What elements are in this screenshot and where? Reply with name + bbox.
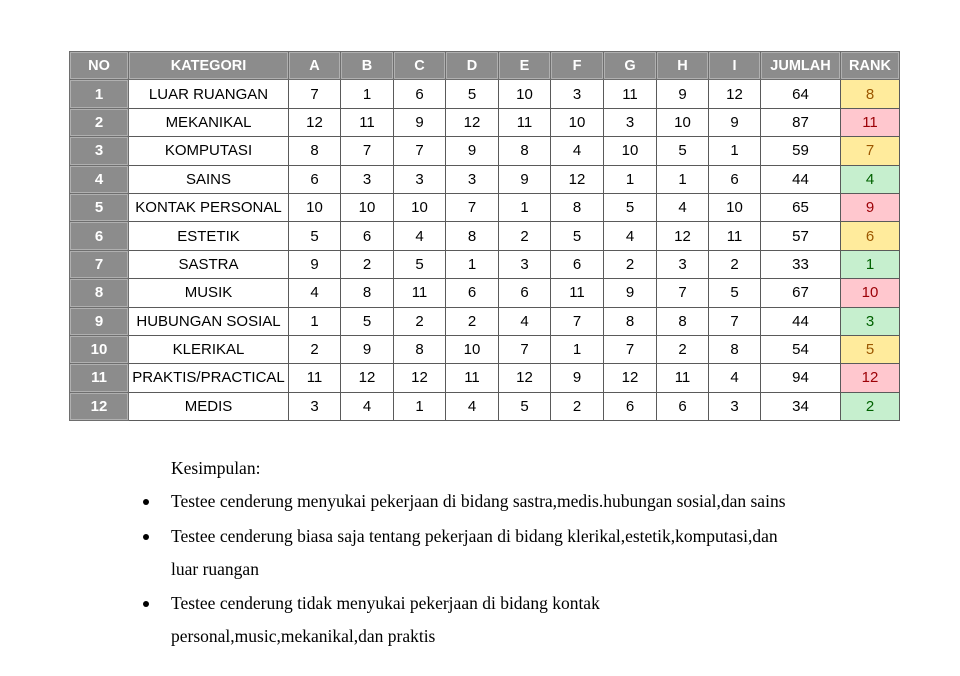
score-cell-c: 6 [394, 80, 446, 108]
score-cell-i: 2 [709, 250, 761, 278]
total-cell: 33 [761, 250, 841, 278]
score-cell-b: 6 [341, 222, 394, 250]
score-cell-e: 3 [499, 250, 551, 278]
score-cell-a: 1 [289, 307, 341, 335]
table-row [70, 108, 900, 136]
total-cell: 64 [761, 80, 841, 108]
score-cell-d: 2 [446, 307, 499, 335]
score-cell-e: 7 [499, 335, 551, 363]
category-cell: HUBUNGAN SOSIAL [129, 307, 289, 335]
table-row [70, 137, 900, 165]
table-row [70, 392, 900, 420]
score-cell-d: 8 [446, 222, 499, 250]
row-number: 6 [70, 222, 129, 250]
table-row [70, 279, 900, 307]
col-header-no: NO [70, 52, 129, 80]
rank-cell: 11 [841, 108, 900, 136]
table-row [70, 165, 900, 193]
score-cell-a: 8 [289, 137, 341, 165]
col-header-a: A [289, 52, 341, 80]
score-cell-g: 9 [604, 279, 657, 307]
col-header-h: H [657, 52, 709, 80]
score-cell-d: 12 [446, 108, 499, 136]
col-header-jumlah: JUMLAH [761, 52, 841, 80]
col-header-kategori: KATEGORI [129, 52, 289, 80]
score-cell-f: 2 [551, 392, 604, 420]
col-header-c: C [394, 52, 446, 80]
score-cell-f: 11 [551, 279, 604, 307]
score-cell-h: 7 [657, 279, 709, 307]
conclusion-bullet-1-line-1: Testee cenderung menyukai pekerjaan di bidang sastra,medis.hubungan sosial,dan sains [171, 491, 786, 511]
col-header-e: E [499, 52, 551, 80]
score-cell-a: 2 [289, 335, 341, 363]
row-number: 10 [70, 335, 129, 363]
score-cell-b: 10 [341, 193, 394, 221]
score-cell-g: 6 [604, 392, 657, 420]
score-cell-i: 10 [709, 193, 761, 221]
score-cell-g: 10 [604, 137, 657, 165]
category-cell: MEKANIKAL [129, 108, 289, 136]
row-number: 5 [70, 193, 129, 221]
score-cell-i: 8 [709, 335, 761, 363]
table-row [70, 364, 900, 392]
score-cell-f: 9 [551, 364, 604, 392]
score-cell-a: 9 [289, 250, 341, 278]
score-cell-e: 8 [499, 137, 551, 165]
row-number: 9 [70, 307, 129, 335]
category-cell: KOMPUTASI [129, 137, 289, 165]
score-cell-f: 8 [551, 193, 604, 221]
score-cell-h: 12 [657, 222, 709, 250]
conclusion-bullet-3-line-2: personal,music,mekanikal,dan praktis [171, 626, 436, 646]
bullet-icon [143, 601, 149, 607]
score-cell-f: 7 [551, 307, 604, 335]
score-cell-d: 9 [446, 137, 499, 165]
score-cell-e: 5 [499, 392, 551, 420]
total-cell: 34 [761, 392, 841, 420]
col-header-d: D [446, 52, 499, 80]
score-cell-e: 11 [499, 108, 551, 136]
total-cell: 87 [761, 108, 841, 136]
score-cell-d: 6 [446, 279, 499, 307]
score-cell-a: 7 [289, 80, 341, 108]
score-cell-g: 8 [604, 307, 657, 335]
score-cell-e: 2 [499, 222, 551, 250]
rank-cell: 8 [841, 80, 900, 108]
conclusion-bullet-3-line-1: Testee cenderung tidak menyukai pekerjaan di bidang kontak [171, 593, 600, 613]
total-cell: 94 [761, 364, 841, 392]
table-row [70, 307, 900, 335]
table-row [70, 250, 900, 278]
score-cell-c: 7 [394, 137, 446, 165]
rank-cell: 9 [841, 193, 900, 221]
row-number: 2 [70, 108, 129, 136]
score-cell-g: 3 [604, 108, 657, 136]
score-cell-i: 3 [709, 392, 761, 420]
score-cell-h: 11 [657, 364, 709, 392]
score-cell-c: 10 [394, 193, 446, 221]
col-header-g: G [604, 52, 657, 80]
score-cell-h: 9 [657, 80, 709, 108]
score-cell-h: 2 [657, 335, 709, 363]
score-cell-b: 12 [341, 364, 394, 392]
score-cell-c: 5 [394, 250, 446, 278]
score-cell-b: 8 [341, 279, 394, 307]
score-cell-b: 2 [341, 250, 394, 278]
row-number: 11 [70, 364, 129, 392]
score-cell-g: 4 [604, 222, 657, 250]
score-cell-i: 1 [709, 137, 761, 165]
score-cell-e: 10 [499, 80, 551, 108]
score-cell-e: 1 [499, 193, 551, 221]
row-number: 3 [70, 137, 129, 165]
category-cell: PRAKTIS/PRACTICAL [129, 364, 289, 392]
score-cell-a: 11 [289, 364, 341, 392]
row-number: 1 [70, 80, 129, 108]
score-cell-c: 8 [394, 335, 446, 363]
col-header-b: B [341, 52, 394, 80]
category-cell: LUAR RUANGAN [129, 80, 289, 108]
conclusion-bullet-2-line-1: Testee cenderung biasa saja tentang pekerjaan di bidang klerikal,estetik,komputasi,dan [171, 526, 778, 546]
score-cell-i: 11 [709, 222, 761, 250]
category-cell: KONTAK PERSONAL [129, 193, 289, 221]
col-header-rank: RANK [841, 52, 900, 80]
total-cell: 44 [761, 165, 841, 193]
score-cell-h: 3 [657, 250, 709, 278]
category-cell: MEDIS [129, 392, 289, 420]
score-cell-i: 6 [709, 165, 761, 193]
category-cell: SAINS [129, 165, 289, 193]
row-number: 12 [70, 392, 129, 420]
score-cell-f: 10 [551, 108, 604, 136]
conclusion-heading: Kesimpulan: [171, 458, 261, 478]
table-row [70, 335, 900, 363]
score-cell-h: 5 [657, 137, 709, 165]
score-cell-g: 11 [604, 80, 657, 108]
bullet-icon [143, 499, 149, 505]
rank-cell: 2 [841, 392, 900, 420]
score-cell-a: 10 [289, 193, 341, 221]
score-cell-g: 1 [604, 165, 657, 193]
row-number: 8 [70, 279, 129, 307]
score-cell-b: 5 [341, 307, 394, 335]
score-cell-h: 4 [657, 193, 709, 221]
score-cell-e: 9 [499, 165, 551, 193]
score-cell-h: 10 [657, 108, 709, 136]
header-row [70, 52, 900, 80]
category-cell: SASTRA [129, 250, 289, 278]
score-cell-g: 2 [604, 250, 657, 278]
score-cell-i: 12 [709, 80, 761, 108]
rank-cell: 12 [841, 364, 900, 392]
score-cell-d: 1 [446, 250, 499, 278]
score-cell-b: 11 [341, 108, 394, 136]
score-cell-b: 9 [341, 335, 394, 363]
score-cell-f: 1 [551, 335, 604, 363]
score-cell-d: 5 [446, 80, 499, 108]
total-cell: 57 [761, 222, 841, 250]
score-cell-a: 6 [289, 165, 341, 193]
score-cell-f: 5 [551, 222, 604, 250]
col-header-i: I [709, 52, 761, 80]
total-cell: 67 [761, 279, 841, 307]
score-cell-c: 1 [394, 392, 446, 420]
score-cell-c: 2 [394, 307, 446, 335]
score-cell-a: 3 [289, 392, 341, 420]
total-cell: 44 [761, 307, 841, 335]
score-cell-h: 8 [657, 307, 709, 335]
score-cell-d: 7 [446, 193, 499, 221]
score-cell-d: 4 [446, 392, 499, 420]
score-cell-h: 1 [657, 165, 709, 193]
score-cell-c: 12 [394, 364, 446, 392]
rank-cell: 10 [841, 279, 900, 307]
row-number: 7 [70, 250, 129, 278]
score-cell-a: 12 [289, 108, 341, 136]
bullet-icon [143, 534, 149, 540]
category-cell: ESTETIK [129, 222, 289, 250]
score-cell-f: 6 [551, 250, 604, 278]
score-cell-b: 7 [341, 137, 394, 165]
score-cell-c: 3 [394, 165, 446, 193]
category-cell: MUSIK [129, 279, 289, 307]
score-cell-a: 5 [289, 222, 341, 250]
score-cell-c: 11 [394, 279, 446, 307]
category-cell: KLERIKAL [129, 335, 289, 363]
score-cell-g: 7 [604, 335, 657, 363]
score-cell-g: 12 [604, 364, 657, 392]
table-row [70, 222, 900, 250]
table-row [70, 80, 900, 108]
score-cell-h: 6 [657, 392, 709, 420]
table-row [70, 193, 900, 221]
score-cell-d: 10 [446, 335, 499, 363]
rank-cell: 6 [841, 222, 900, 250]
total-cell: 54 [761, 335, 841, 363]
score-cell-e: 12 [499, 364, 551, 392]
total-cell: 65 [761, 193, 841, 221]
total-cell: 59 [761, 137, 841, 165]
score-cell-c: 9 [394, 108, 446, 136]
score-cell-g: 5 [604, 193, 657, 221]
score-cell-e: 4 [499, 307, 551, 335]
score-cell-b: 4 [341, 392, 394, 420]
score-cell-d: 3 [446, 165, 499, 193]
rank-cell: 7 [841, 137, 900, 165]
interest-table [69, 51, 900, 421]
row-number: 4 [70, 165, 129, 193]
score-cell-f: 3 [551, 80, 604, 108]
rank-cell: 5 [841, 335, 900, 363]
score-cell-b: 1 [341, 80, 394, 108]
rank-cell: 1 [841, 250, 900, 278]
col-header-f: F [551, 52, 604, 80]
rank-cell: 3 [841, 307, 900, 335]
score-cell-i: 7 [709, 307, 761, 335]
score-cell-a: 4 [289, 279, 341, 307]
score-cell-f: 12 [551, 165, 604, 193]
score-cell-f: 4 [551, 137, 604, 165]
score-cell-i: 5 [709, 279, 761, 307]
score-cell-i: 9 [709, 108, 761, 136]
rank-cell: 4 [841, 165, 900, 193]
score-cell-b: 3 [341, 165, 394, 193]
score-cell-c: 4 [394, 222, 446, 250]
score-cell-d: 11 [446, 364, 499, 392]
score-cell-i: 4 [709, 364, 761, 392]
score-cell-e: 6 [499, 279, 551, 307]
conclusion-bullet-2-line-2: luar ruangan [171, 559, 259, 579]
